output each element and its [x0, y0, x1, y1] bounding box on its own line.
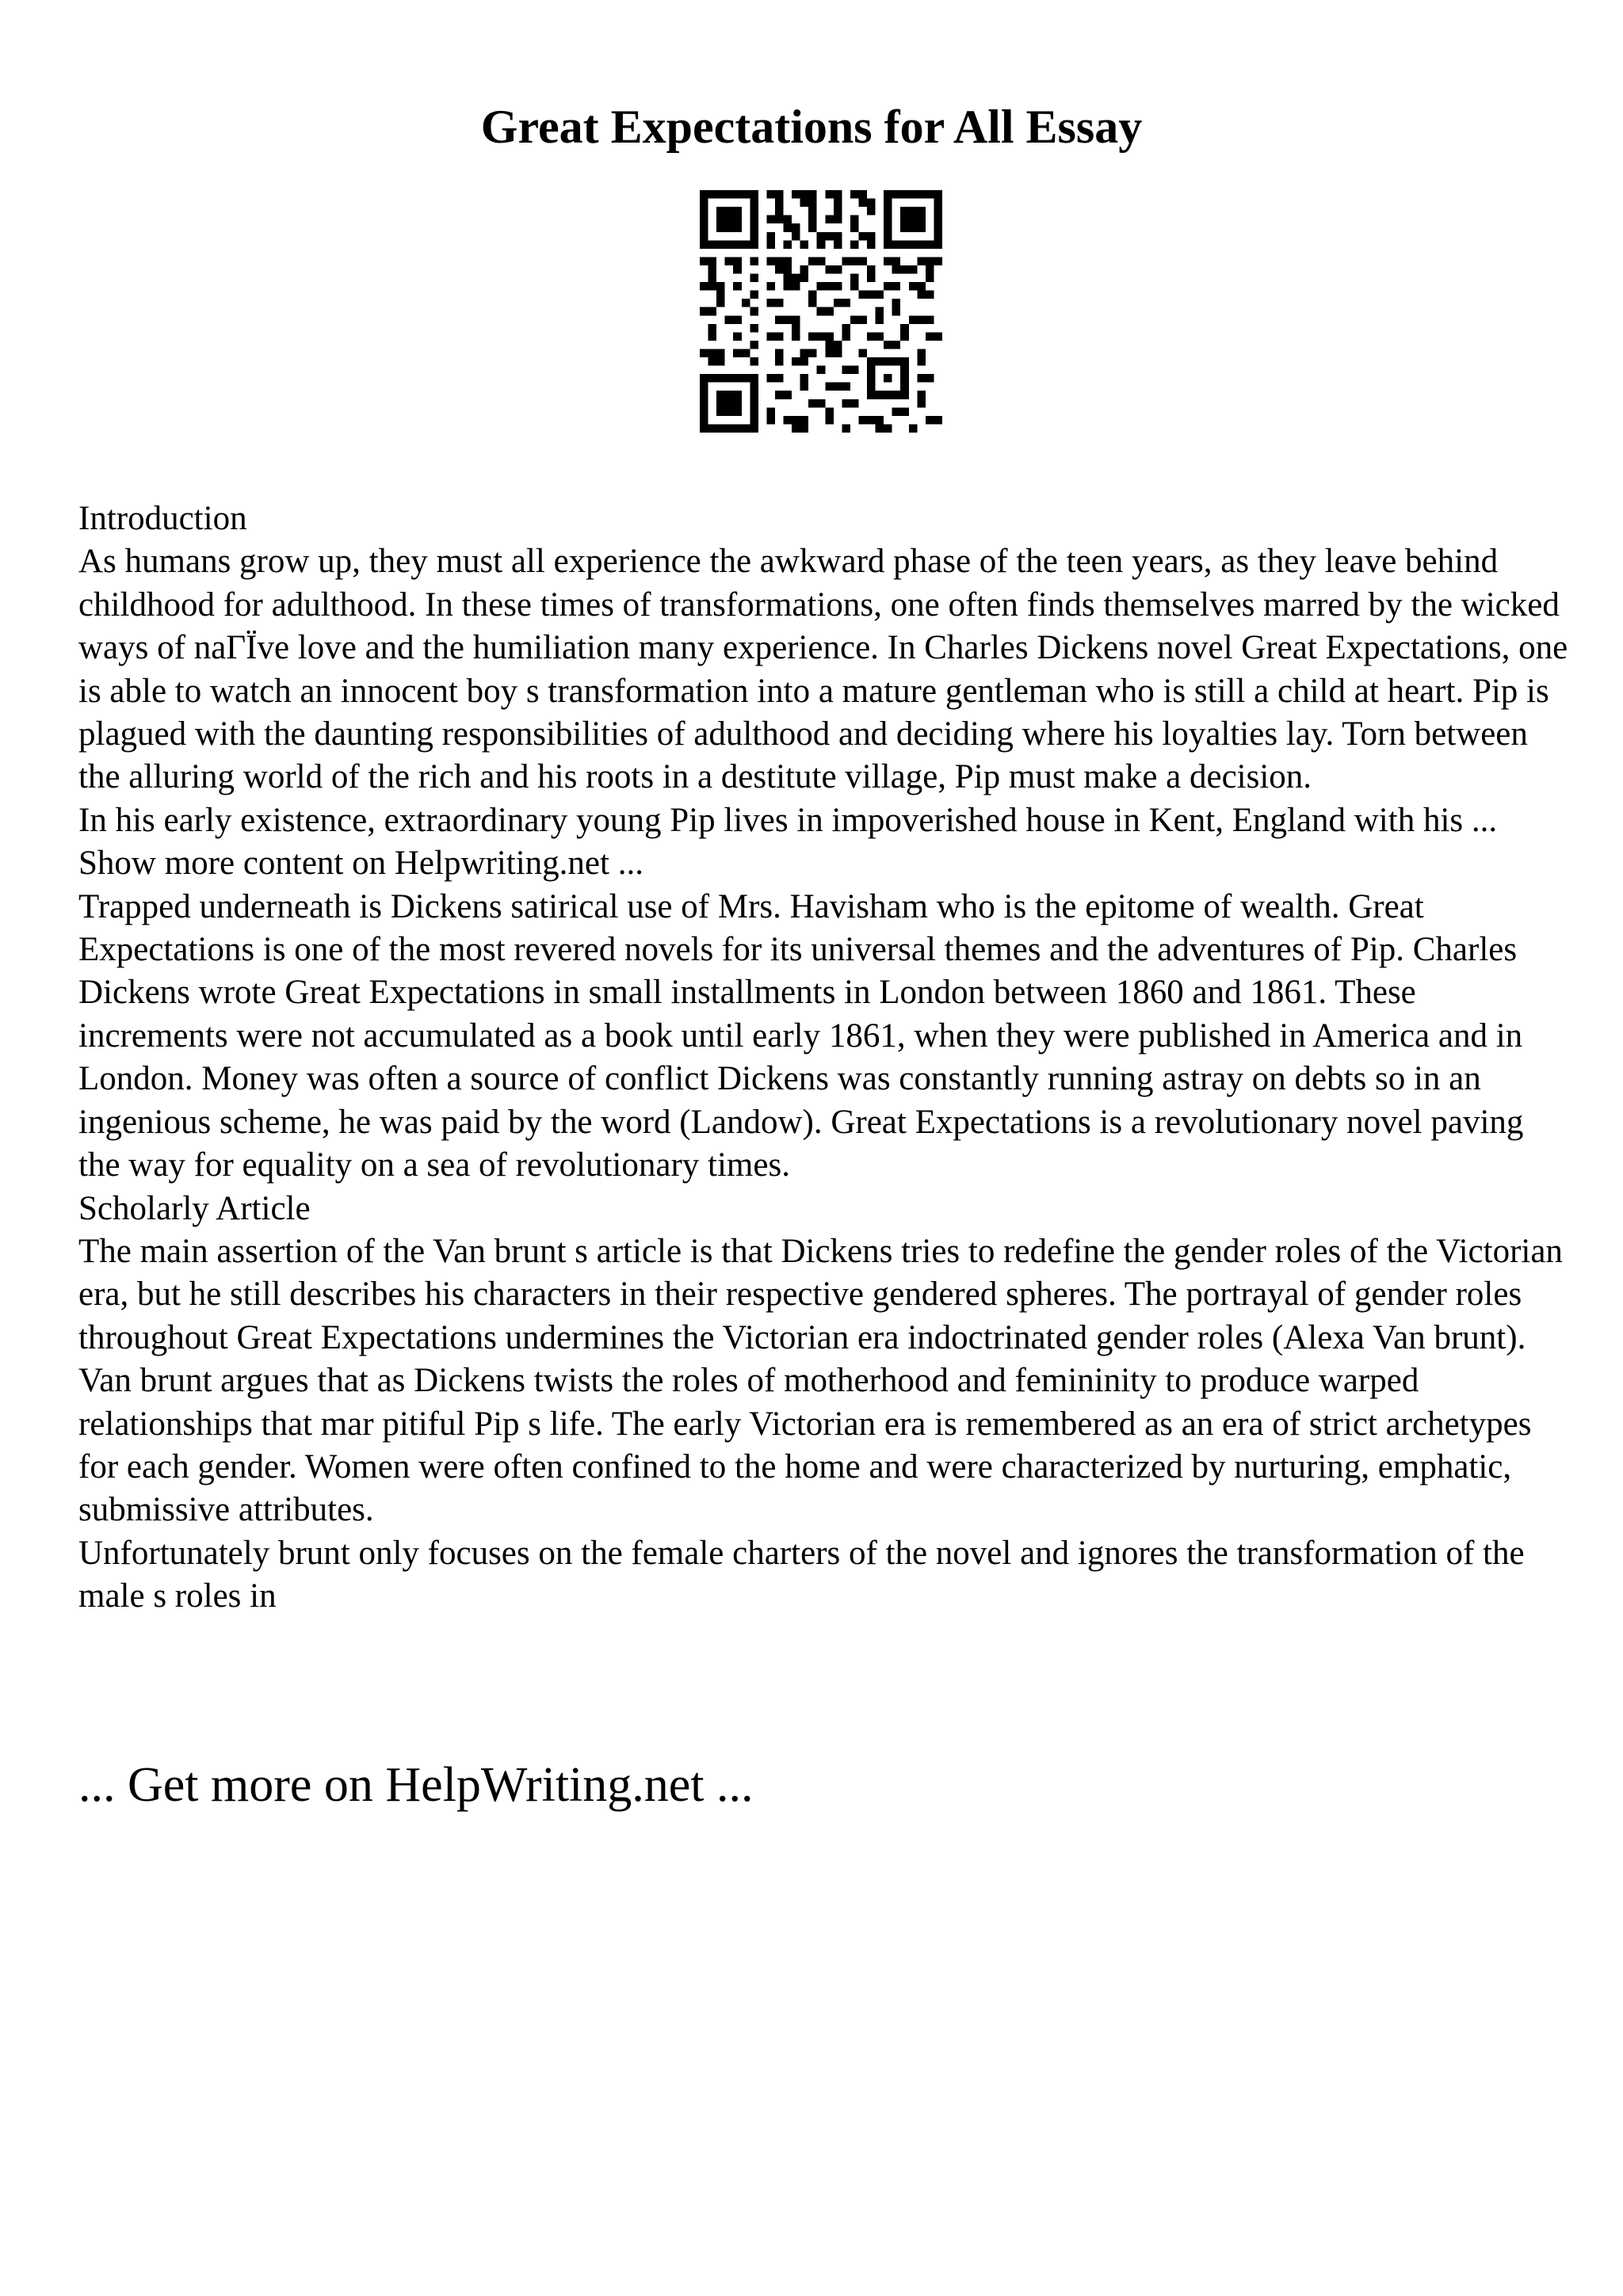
body-paragraph: Trapped underneath is Dickens satirical use of Mrs. Havisham who is the epitome of wealth. Great Expectations is one of the most revered novels for its universal themes and the adventures of Pip. Charles Dickens wrote Great Expectations in small installments in London between 1860 and 1861. These increments were not accumulated as a book until early 1861, when they were published in America and in London. Money was often a source of conflict Dickens was constantly running astray on debts so in an ingenious scheme, he was paid by the word (Landow). Great Expectations is a revolutionary novel paving the way for equality on a sea of revolutionary times. [78, 887, 1524, 1184]
document-title: Great Expectations for All Essay [480, 101, 1143, 153]
body-paragraph: In his early existence, extraordinary young Pip lives in impoverished house in Kent, England with his ... Show more content on Helpwriting.net ... [78, 801, 1498, 883]
section-heading-introduction: Introduction [78, 500, 247, 537]
document-body [78, 498, 1568, 1619]
body-paragraph: The main assertion of the Van brunt s article is that Dickens tries to redefine the gender roles of the Victorian era, but he still describes his characters in their respective gendered spheres. The portrayal of gender roles throughout Great Expectations undermines the Victorian era indoctrinated gender roles (Alexa Van brunt). Van brunt argues that as Dickens twists the roles of motherhood and femininity to produce warped relationships that mar pitiful Pip s life. The early Victorian era is remembered as an era of strict archetypes for each gender. Women were often confined to the home and were characterized by nurturing, emphatic, submissive attributes. [78, 1232, 1563, 1529]
get-more-link[interactable]: ... Get more on HelpWriting.net ... [78, 1758, 754, 1812]
qr-code-icon [700, 190, 942, 433]
body-paragraph: As humans grow up, they must all experience the awkward phase of the teen years, as they leave behind childhood for adulthood. In these times of transformations, one often finds themselves marred by the wicked ways of naΓÏve love and the humiliation many experience. In Charles Dickens novel Great Expectations, one is able to watch an innocent boy s transformation into a mature gentleman who is still a child at heart. Pip is plagued with the daunting responsibilities of adulthood and deciding where his loyalties lay. Torn between the alluring world of the rich and his roots in a destitute village, Pip must make a decision. [78, 543, 1568, 796]
body-paragraph: Unfortunately brunt only focuses on the female charters of the novel and ignores the transformation of the male s roles in [78, 1534, 1525, 1615]
section-heading-scholarly-article: Scholarly Article [78, 1189, 311, 1227]
